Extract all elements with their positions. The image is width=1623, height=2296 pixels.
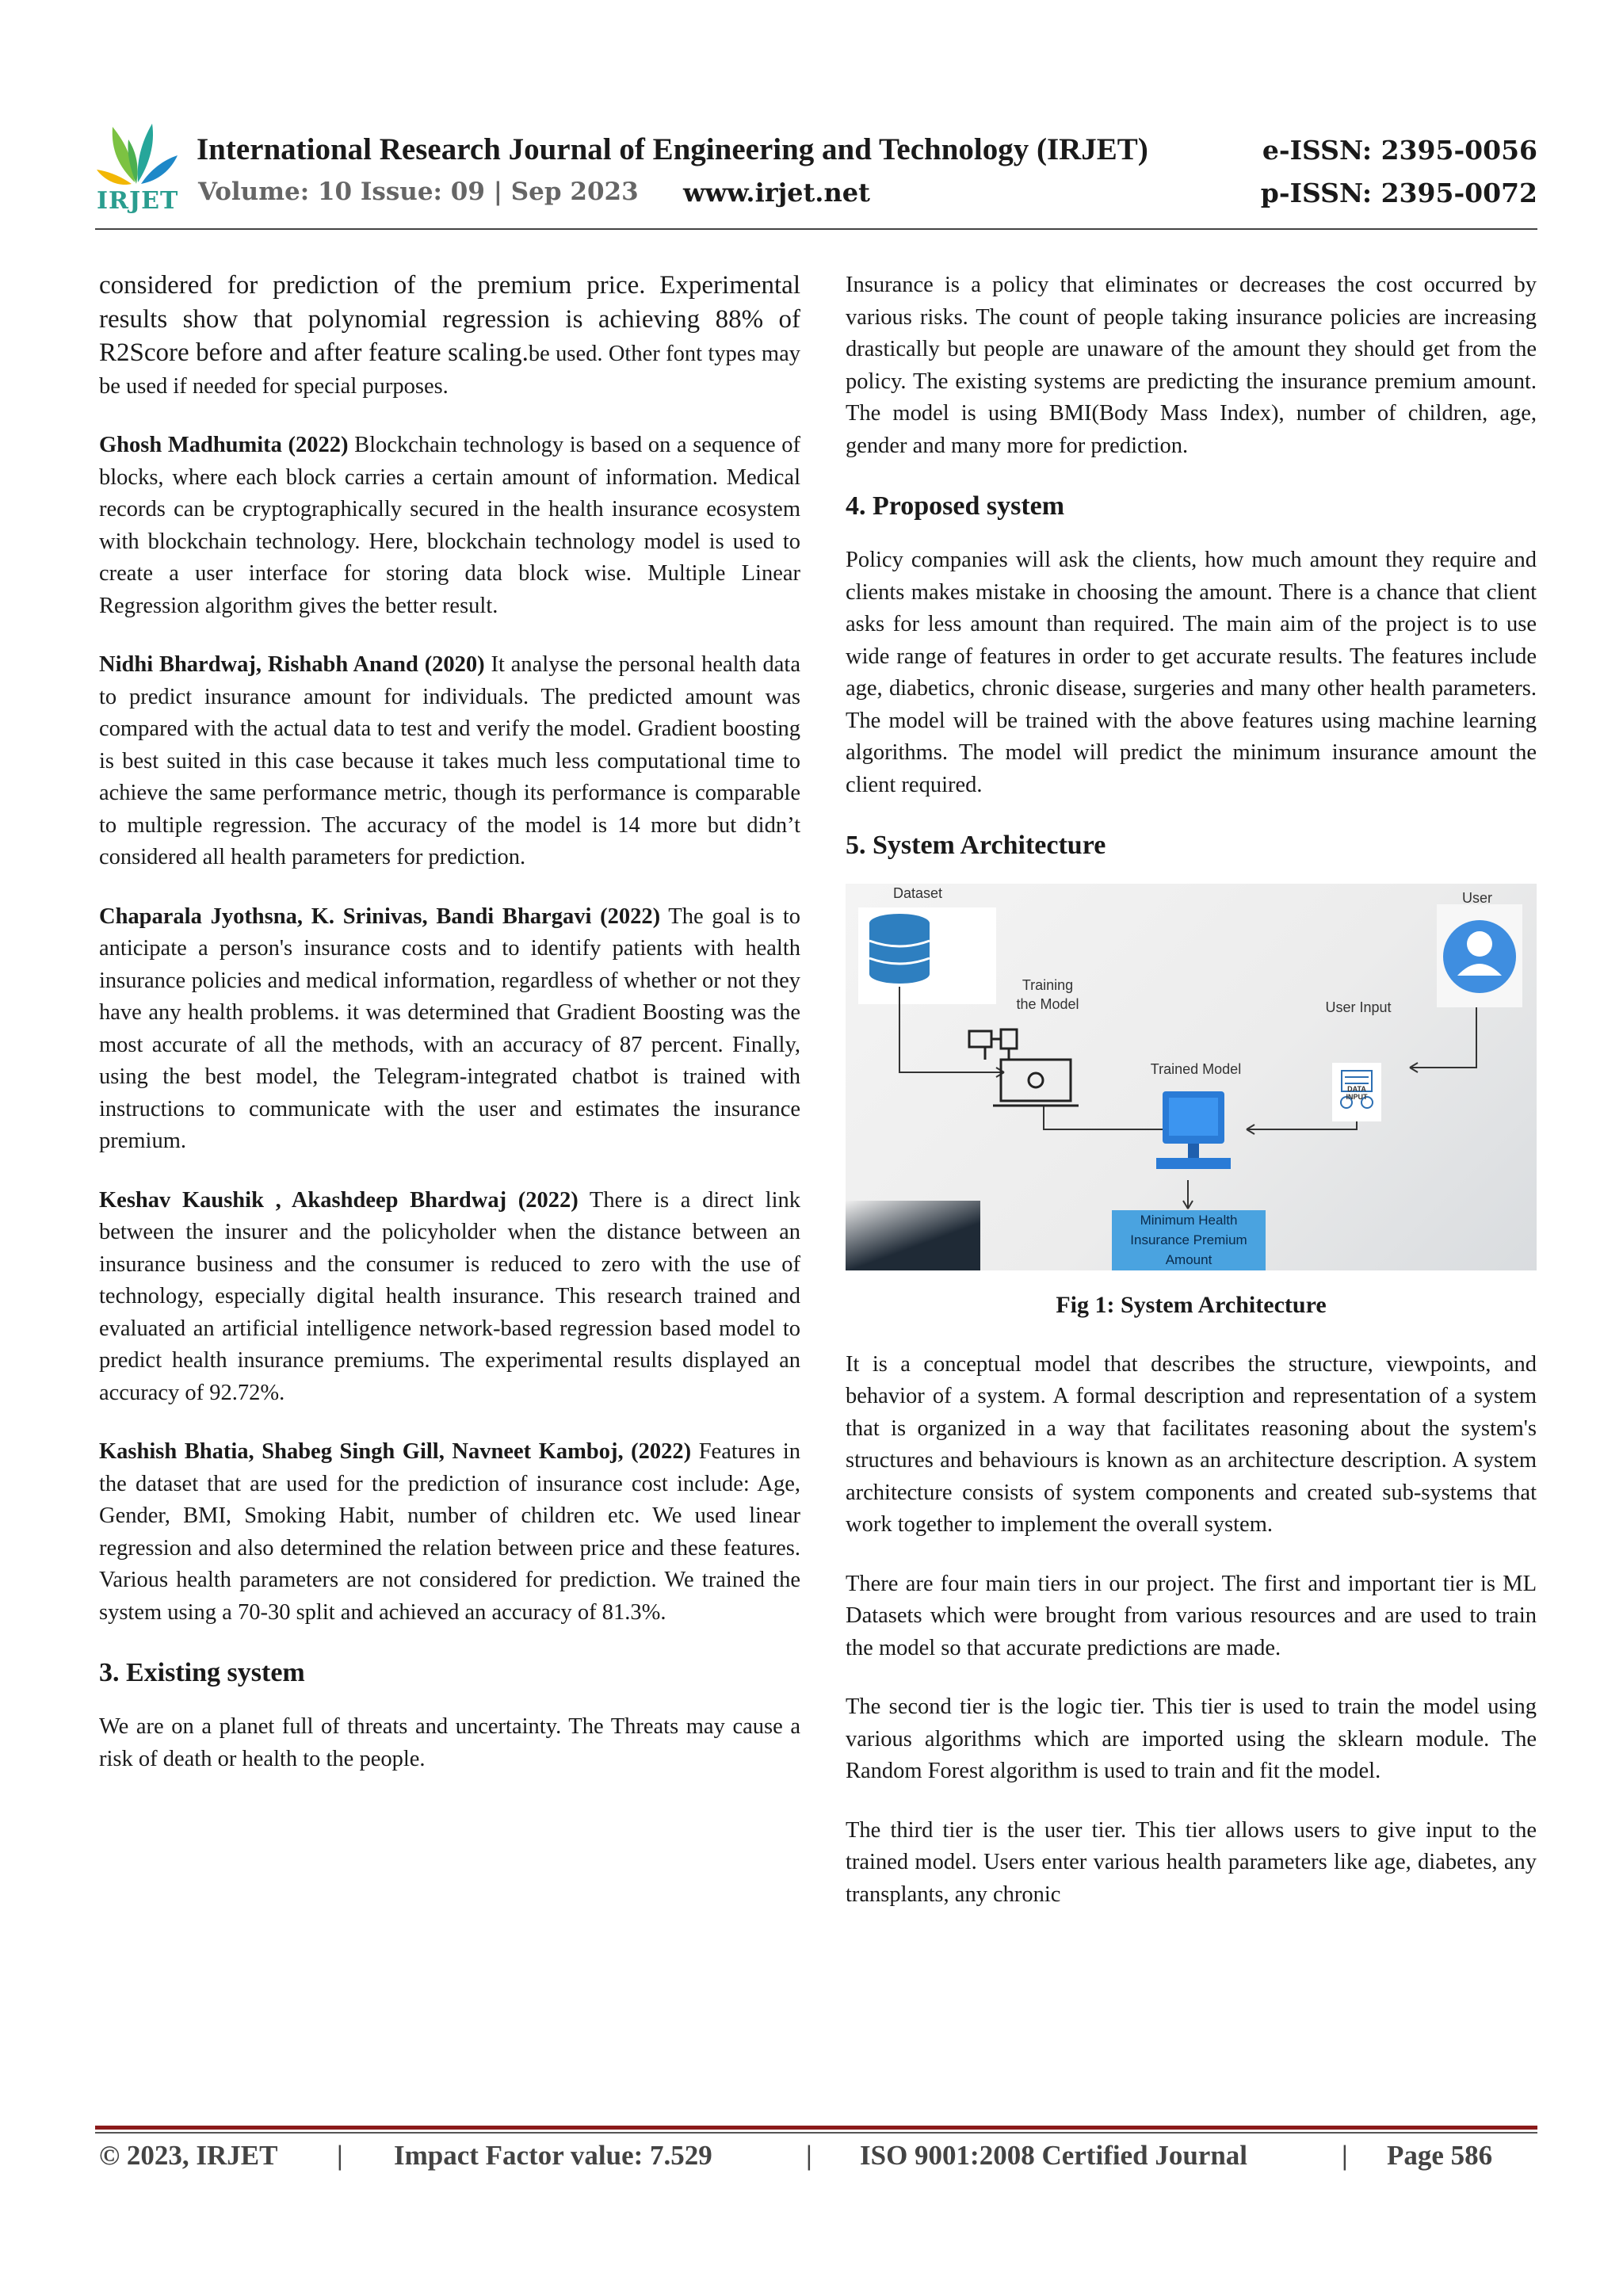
right-column [846,269,1537,1938]
footer-iso: ISO 9001:2008 Certified Journal [860,2140,1248,2171]
intro-paragraph [99,269,800,403]
journal-website[interactable]: www.irjet.net [683,178,870,208]
logo-text: IRJET [97,187,179,215]
reference-author: Kashish Bhatia, Shabeg Singh Gill, Navneet Kamboj, (2022) [99,1439,692,1464]
user-label: User [1462,890,1493,906]
reference-paragraph [99,901,800,1158]
footer-copyright: © 2023, IRJET [99,2140,278,2171]
footer-separator: | [806,2140,812,2171]
left-column [99,269,800,1802]
section-3-heading: 3. Existing system [99,1658,305,1687]
footer-separator: | [1342,2140,1348,2171]
architecture-paragraph-3: The second tier is the logic tier. This tier is used to train the model using various algorithms which are imported using the sklearn module. The Random Forest algorithm is used to train and fit the model. [846,1694,1537,1783]
intro-text-b: Experimental results show that polynomial regression is achieving 88% of R2Score before and after feature scaling. [99,271,800,367]
output-label-line3: Amount [1165,1252,1212,1267]
reference-text: Blockchain technology is based on a sequence of blocks, where each block carries a certain amount of information. Medical records can be cryptographically secured in the health insurance ecosystem with blockchain technology. Here, blockchain technology model is used to create a user interface for storing data block wise. Multiple Linear Regression algorithm gives the better result. [99,433,800,618]
intro-text-c: be used. Other font types may be used if needed for special purposes. [99,342,800,399]
monitor-icon [1156,1091,1231,1169]
reference-author: Nidhi Bhardwaj, Rishabh Anand (2020) [99,652,485,677]
reference-text: Features in the dataset that are used for the prediction of insurance cost include: Age, Gender, BMI, Smoking Habit, number of children etc. We used linear regression and also determined the relation between price and these features. Various health parameters are not considered for prediction. We trained the system using a 70-30 split and achieved an accuracy of 81.3%. [99,1439,800,1625]
existing-system-paragraph: We are on a planet full of threats and uncertainty. The Threats may cause a risk of death or health to the people. [99,1714,800,1771]
section-4-heading: 4. Proposed system [846,491,1065,521]
figure-caption: Fig 1: System Architecture [1056,1292,1327,1318]
logo-leaves-icon [95,119,182,190]
data-input-line2: INPUT [1346,1093,1368,1101]
reference-author: Chaparala Jyothsna, K. Srinivas, Bandi Bhargavi (2022) [99,904,661,929]
footer-rule-thick [95,2126,1537,2130]
training-label-line2: the Model [1016,996,1079,1012]
journal-title: International Research Journal of Engineering and Technology (IRJET) [197,132,1148,166]
user-input-label: User Input [1325,999,1392,1015]
data-input-label [1332,1085,1381,1101]
intro-text-a: considered for prediction of the premium price. [99,271,646,300]
output-label-line1: Minimum Health [1140,1213,1238,1228]
section-5-heading: 5. System Architecture [846,831,1106,860]
user-avatar-icon [1437,904,1522,1007]
architecture-paragraph-4: The third tier is the user tier. This tier allows users to give input to the trained model. Users enter various health parameters like age, diabetes, any transplants, any chronic [846,1817,1537,1907]
system-architecture-figure [846,884,1537,1270]
page-header [95,119,1537,230]
architecture-paragraph-1: It is a conceptual model that describes the structure, viewpoints, and behavior of a system. A formal description and representation of a system that is organized in a way that facilitates reasoning about the system's structures and behaviours is known as an architecture description. A system architecture consists of system components and created sub-systems that work together to implement the overall system. [846,1351,1537,1537]
reference-paragraph [99,1185,800,1410]
data-input-line1: DATA [1347,1085,1366,1093]
database-icon [869,914,930,984]
reference-text: There is a direct link between the insurer and the policyholder when the distance between an insurance business and the consumer is reduced to zero with the use of technology, especially digital health insurance. This research trained and evaluated an artificial intelligence network-based regression based model to predict health insurance premiums. The experimental results displayed an accuracy of 92.72%. [99,1187,801,1405]
output-label-line2: Insurance Premium [1130,1232,1247,1247]
trained-model-label: Trained Model [1150,1061,1242,1077]
training-label [1004,976,1091,1014]
reference-author: Keshav Kaushik , Akashdeep Bhardwaj (2022) [99,1187,579,1213]
e-issn: e-ISSN: 2395-0056 [1262,135,1537,166]
reference-paragraph [99,430,800,622]
proposed-system-paragraph: Policy companies will ask the clients, how much amount they require and clients makes mistake in choosing the amount. There is a chance that client asks for less amount than required. The main aim of the project is to use wide range of features in order to get accurate results. The features include age, diabetics, chronic disease, surgeries and many other health parameters. The model will be trained with the above features using machine learning algorithms. The model will predict the minimum insurance amount the client required. [846,548,1537,797]
existing-system-paragraph-2: Insurance is a policy that eliminates or decreases the cost occurred by various risks. The count of people taking insurance policies are increasing drastically but people are unaware of the amount they should get from the policy. The existing systems are predicting the insurance premium amount. The model is using BMI(Body Mass Index), number of children, age, gender and many more for prediction. [846,273,1537,458]
volume-issue: Volume: 10 Issue: 09 | Sep 2023 [198,178,639,206]
p-issn: p-ISSN: 2395-0072 [1260,178,1537,208]
footer-impact-factor: Impact Factor value: 7.529 [394,2140,712,2171]
reference-paragraph [99,649,800,874]
training-label-line1: Training [1022,977,1074,993]
architecture-paragraph-2: There are four main tiers in our project. The first and important tier is ML Datasets which were brought from various resources and are used to train the model so that accurate predictions are made. [846,1571,1537,1660]
footer-rule-thin [95,2132,1537,2134]
irjet-logo [95,119,182,214]
reference-text: The goal is to anticipate a person's insurance costs and to identify patients with health insurance policies and medical information, regardless of whether or not they have any health problems. it was determined that Gradient Boosting was the most accurate of all the methods, with an accuracy of 87 percent. Finally, using the best model, the Telegram-integrated chatbot is trained with instructions to communicate with the user and estimates the insurance premium. [99,904,800,1153]
footer-separator: | [337,2140,343,2171]
output-label [1112,1210,1266,1270]
header-divider [95,228,1537,230]
training-model-icon [969,1030,1079,1106]
page-number: Page 586 [1387,2140,1493,2171]
reference-paragraph [99,1436,800,1629]
reference-author: Ghosh Madhumita (2022) [99,433,349,457]
reference-text: It analyse the personal health data to predict insurance amount for individuals. The predicted amount was compared with the actual data to test and verify the model. Gradient boosting is best suited in this case because it takes much less computational time to achieve the same performance metric, though its performance is comparable to multiple regression. The accuracy of the model is 14 more but didn’t considered all health parameters for prediction. [99,652,800,869]
dataset-label: Dataset [893,885,943,901]
